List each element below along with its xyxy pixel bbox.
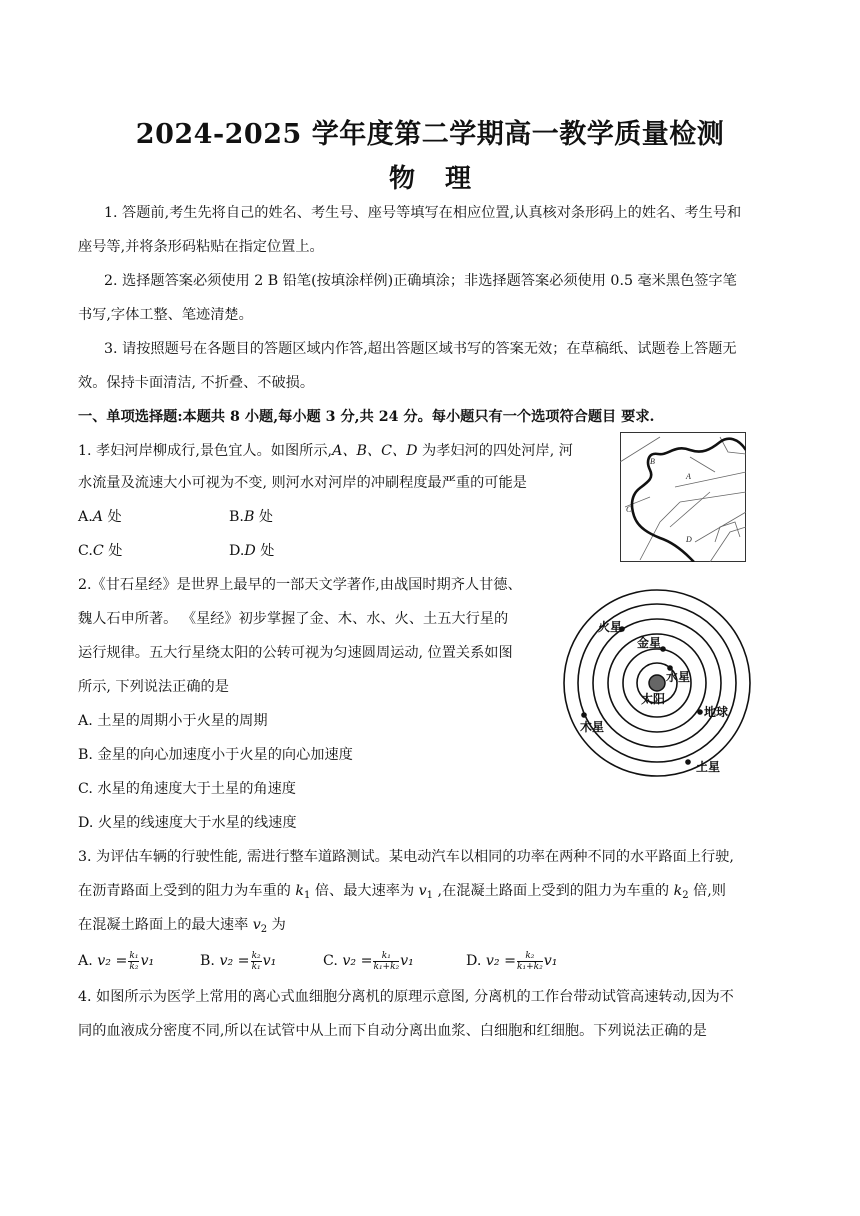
q2-stem-line2: 魏人石申所著。 《星经》初步掌握了金、木、水、火、土五大行星的: [78, 611, 509, 627]
q3-text-f: 为: [267, 917, 286, 933]
map-label-c: C: [626, 505, 632, 514]
map-label-b: B: [650, 457, 655, 466]
q3-stem-line1: 3. 为评估车辆的行驶性能, 需进行整车道路测试。某电动汽车以相同的功率在两种不同的水平路面上行驶,: [78, 849, 734, 865]
q2-option-b[interactable]: B. 金星的向心加速度小于火星的向心加速度: [78, 747, 353, 763]
section-heading: 一、单项选择题:本题共 8 小题,每小题 3 分,共 24 分。每小题只有一个选项符合题目 要求.: [78, 409, 655, 425]
instruction-2-line2: 书写,字体工整、笔迹清楚。: [78, 307, 253, 323]
q3-opt-c-rhs: v₁: [400, 953, 414, 969]
q3-text-a: 在沥青路面上受到的阻力为车重的: [78, 883, 296, 899]
q3-opt-b-lhs: v₂ =: [219, 953, 250, 969]
q1-option-a[interactable]: [78, 500, 122, 534]
q3-stem-line3: [78, 908, 286, 947]
q2-option-d[interactable]: D. 火星的线速度大于水星的线速度: [78, 815, 297, 831]
q3-text-d: 倍,则: [688, 883, 726, 899]
q1-opt-c-text: 处: [103, 543, 123, 559]
q3-k2: k: [673, 883, 683, 899]
q3-text-e: 在混凝土路面上的最大速率: [78, 917, 253, 933]
q1-opt-d-text: 处: [255, 543, 275, 559]
q3-opt-d-den: k₁+k₂: [517, 961, 543, 972]
q2-stem-line1: 2.《甘石星经》是世界上最早的一部天文学著作,由战国时期齐人甘德、: [78, 577, 522, 593]
q3-opt-a-rhs: v₁: [140, 953, 155, 969]
q1-opt-b-letter: B.: [229, 509, 244, 525]
q1-option-d[interactable]: [229, 534, 274, 568]
jupiter-dot: [581, 712, 587, 718]
q3-opt-d-lhs: v₂ =: [485, 953, 517, 969]
label-jupiter: 木星: [580, 720, 605, 734]
map-border: [621, 433, 746, 562]
label-venus: 金星: [637, 636, 662, 650]
q3-text-c: ,在混凝土路面上受到的阻力为车重的: [433, 883, 674, 899]
q3-opt-c-fraction: [373, 951, 399, 972]
label-mercury: 水星: [666, 670, 691, 684]
q3-option-c[interactable]: [323, 944, 414, 978]
q3-opt-d-rhs: v₁: [543, 953, 558, 969]
q3-option-b[interactable]: [200, 944, 276, 978]
q3-option-a[interactable]: [78, 944, 154, 978]
q3-v2: v: [252, 917, 261, 933]
q2-option-c[interactable]: C. 水星的角速度大于土星的角速度: [78, 781, 296, 797]
venus-dot: [660, 646, 666, 652]
q1-option-c[interactable]: [78, 534, 122, 568]
q3-k2-sub: 2: [682, 890, 689, 901]
sun-icon: [649, 675, 665, 691]
q3-opt-c-lhs: v₂ =: [342, 953, 373, 969]
earth-dot: [697, 709, 703, 715]
q3-opt-c-den: k₁+k₂: [373, 961, 400, 972]
q3-k1-sub: 1: [303, 890, 311, 901]
q1-stem-line2: 水流量及流速大小可视为不变, 则河水对河岸的冲刷程度最严重的可能是: [78, 475, 527, 491]
q1-opt-a-text: 处: [103, 509, 122, 525]
q3-v1: v: [418, 883, 427, 899]
instruction-2-line1: 2. 选择题答案必须使用 2 B 铅笔(按填涂样例)正确填涂；非选择题答案必须使用 0.5 毫米黑色签字笔: [104, 273, 737, 289]
instruction-3-line1: 3. 请按照题号在各题目的答题区域内作答,超出答题区域书写的答案无效；在草稿纸、试题卷上答题无: [104, 341, 737, 357]
q1-opt-b-text: 处: [254, 509, 274, 525]
instruction-1-line1: 1. 答题前,考生先将自己的姓名、考生号、座号等填写在相应位置,认真核对条形码上的姓名、考生号和: [104, 205, 742, 221]
q1-opt-d-var: D: [244, 543, 256, 559]
q1-option-b[interactable]: [229, 500, 273, 534]
q3-opt-a-lhs: v₂ =: [97, 953, 128, 969]
q1-opt-c-var: C: [92, 543, 104, 559]
label-saturn: 土星: [696, 760, 721, 774]
q3-opt-b-rhs: v₁: [262, 953, 277, 969]
q1-vars: A、B、C、D: [332, 443, 418, 459]
q4-stem-line2: 同的血液成分密度不同,所以在试管中从上而下自动分离出血浆、白细胞和红细胞。下列说法正确的是: [78, 1023, 707, 1039]
q3-k1: k: [295, 883, 304, 899]
q3-opt-a-num: k₁: [129, 950, 139, 961]
q3-opt-b-den: k₁: [251, 961, 261, 972]
q1-text-a: 1. 孝妇河岸柳成行,景色宜人。如图所示,: [78, 443, 333, 459]
subject-title: 物理: [388, 164, 501, 194]
q1-stem-line1: [78, 434, 573, 468]
q2-stem-line4: 所示, 下列说法正确的是: [78, 679, 229, 695]
q1-text-b: 为孝妇河的四处河岸, 河: [417, 443, 573, 459]
map-label-a: A: [686, 472, 691, 481]
q2-stem-line3: 运行规律。五大行星绕太阳的公转可视为匀速圆周运动, 位置关系如图: [78, 645, 513, 661]
map-label-d: D: [686, 535, 692, 544]
q1-opt-c-letter: C.: [78, 543, 93, 559]
q3-text-b: 倍、最大速率为: [310, 883, 419, 899]
q3-opt-b-num: k₂: [251, 950, 261, 961]
page-title: 2024-2025 学年度第二学期高一教学质量检测: [135, 119, 725, 150]
q1-opt-b-var: B: [243, 509, 255, 525]
q3-opt-d-letter: D.: [466, 953, 482, 969]
q1-opt-a-letter: A.: [78, 509, 93, 525]
q3-option-d[interactable]: [466, 944, 557, 978]
q3-v2-sub: 2: [260, 924, 268, 935]
q3-opt-c-num: k₁: [373, 951, 399, 962]
label-earth: 地球: [704, 705, 729, 719]
q4-stem-line1: 4. 如图所示为医学上常用的离心式血细胞分离机的原理示意图, 分离机的工作台带动试管高速转动,因为不: [78, 989, 734, 1005]
q3-opt-b-fraction: [251, 951, 262, 972]
q3-opt-a-fraction: [128, 951, 139, 972]
label-sun: 太阳: [641, 692, 666, 706]
q1-opt-a-var: A: [92, 509, 104, 525]
q3-opt-c-letter: C.: [323, 953, 338, 969]
q3-opt-d-num: k₂: [517, 951, 543, 962]
q3-v1-sub: 1: [426, 890, 434, 901]
instruction-1-line2: 座号等,并将条形码粘贴在指定位置上。: [78, 239, 324, 255]
q3-opt-d-fraction: [517, 951, 543, 972]
q2-option-a[interactable]: A. 土星的周期小于火星的周期: [78, 713, 268, 729]
q3-opt-a-den: k₂: [129, 961, 139, 972]
q1-opt-d-letter: D.: [229, 543, 245, 559]
q3-opt-b-letter: B.: [200, 953, 215, 969]
saturn-dot: [685, 759, 691, 765]
q3-opt-a-letter: A.: [78, 953, 93, 969]
river-map-figure: [620, 432, 746, 562]
planet-orbit-figure: [562, 586, 752, 782]
instruction-3-line2: 效。保持卡面清洁, 不折叠、不破损。: [78, 375, 315, 391]
label-mars: 火星: [598, 620, 623, 634]
